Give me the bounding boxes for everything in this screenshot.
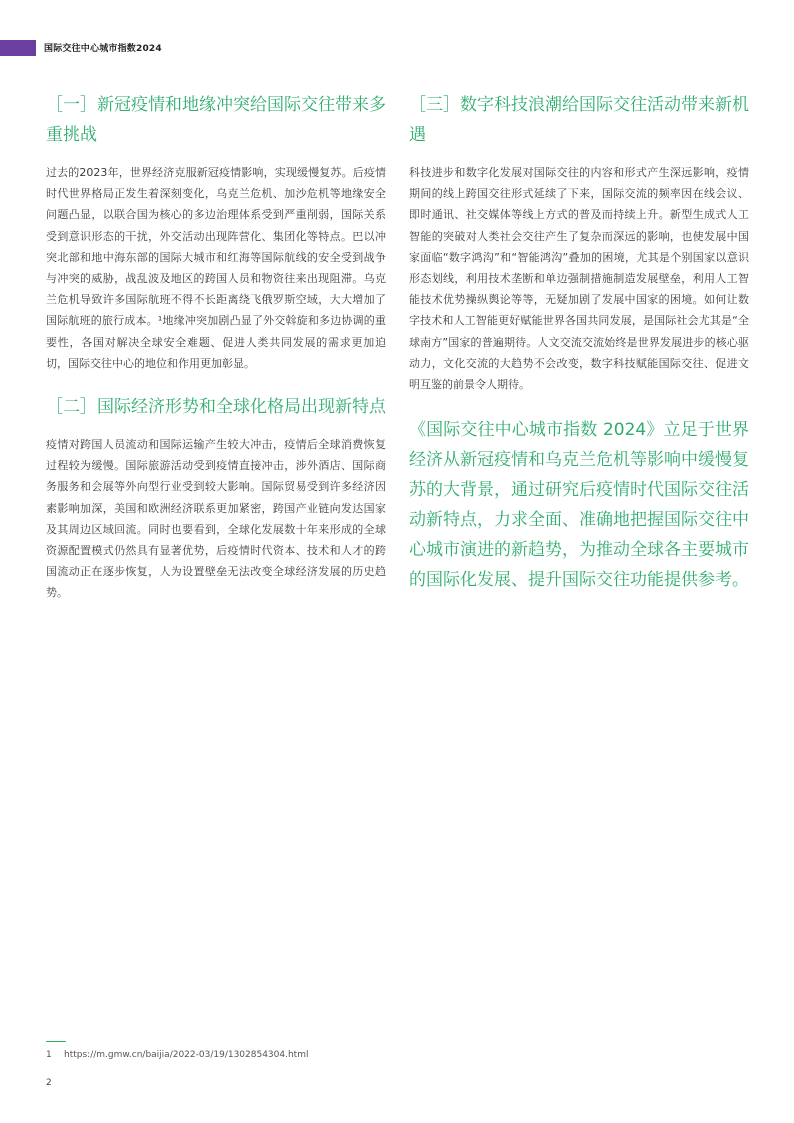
- footnote-rule: [46, 1041, 66, 1042]
- section-3-title: ［三］数字科技浪潮给国际交往活动带来新机遇: [409, 95, 749, 145]
- running-header: 国际交往中心城市指数2024: [44, 44, 162, 54]
- section-1-body: 过去的2023年，世界经济克服新冠疫情影响，实现缓慢复苏。后疫情时代世界格局正发生着深刻变化，乌克兰危机、加沙危机等地缘安全问题凸显，以联合国为核心的多边治理体系受到严重削弱，国际关系受到意识形态的干扰，外交活动出现阵营化、集团化等特点。巴以冲突北部和地中海东部的国际大城市和红海等国际航线的安全受到战争与冲突的威胁，战乱波及地区的跨国人员和物资往来出现阻滞。乌克兰危机导致许多国际航班不得不长距离绕飞俄罗斯空域，大大增加了国际航班的旅行成本。¹地缘冲突加剧凸显了外交斡旋和多边协调的重要性，各国对解决全球安全难题、促进人类共同发展的需求更加迫切，国际交往中心的地位和作用更加彰显。: [46, 166, 386, 370]
- right-column: [409, 90, 749, 595]
- highlight-summary: 《国际交往中心城市指数 2024》立足于世界经济从新冠疫情和乌克兰危机等影响中缓慢复苏的大背景，通过研究后疫情时代国际交往活动新特点，力求全面、准确地把握国际交往中心城市演进的新趋势，为推动全球各主要城市的国际化发展、提升国际交往功能提供参考。: [409, 420, 749, 591]
- header-color-bar: [0, 40, 36, 56]
- footnote-marker: 1: [46, 1050, 52, 1060]
- section-2-body: 疫情对跨国人员流动和国际运输产生较大冲击，疫情后全球消费恢复过程较为缓慢。国际旅游活动受到疫情直接冲击，涉外酒店、国际商务服务和会展等外向型行业受到较大影响。国际贸易受到许多经济因素影响加深，美国和欧洲经济联系更加紧密，跨国产业链向发达国家及其周边区域回流。同时也要看到，全球化发展数十年来形成的全球资源配置模式仍然具有显著优势，后疫情时代资本、技术和人才的跨国流动正在逐步恢复，人为设置壁垒无法改变全球经济发展的历史趋势。: [46, 438, 386, 600]
- section-1-title: ［一］新冠疫情和地缘冲突给国际交往带来多重挑战: [46, 95, 386, 145]
- page-number: 2: [46, 1078, 52, 1088]
- section-3-body: 科技进步和数字化发展对国际交往的内容和形式产生深远影响，疫情期间的线上跨国交往形式延续了下来，国际交流的频率因在线会议、即时通讯、社交媒体等线上方式的普及而持续上升。新型生成式人工智能的突破对人类社会交往产生了复杂而深远的影响，也使发展中国家面临“数字鸿沟”和“智能鸿沟”叠加的困境，尤其是个别国家以意识形态划线，利用技术垄断和单边强制措施制造发展壁垒，利用人工智能技术优势操纵舆论等等，无疑加剧了发展中国家的困境。如何让数字技术和人工智能更好赋能世界各国共同发展，是国际社会尤其是“全球南方”国家的普遍期待。人文交流交流始终是世界发展进步的核心驱动力，文化交流的大趋势不会改变，数字科技赋能国际交往、促进文明互鉴的前景令人期待。: [409, 166, 749, 392]
- section-2-title: ［二］国际经济形势和全球化格局出现新特点: [46, 397, 386, 418]
- left-column: [46, 90, 386, 614]
- footnote-link[interactable]: https://m.gmw.cn/baijia/2022-03/19/1302854304.html: [64, 1050, 309, 1060]
